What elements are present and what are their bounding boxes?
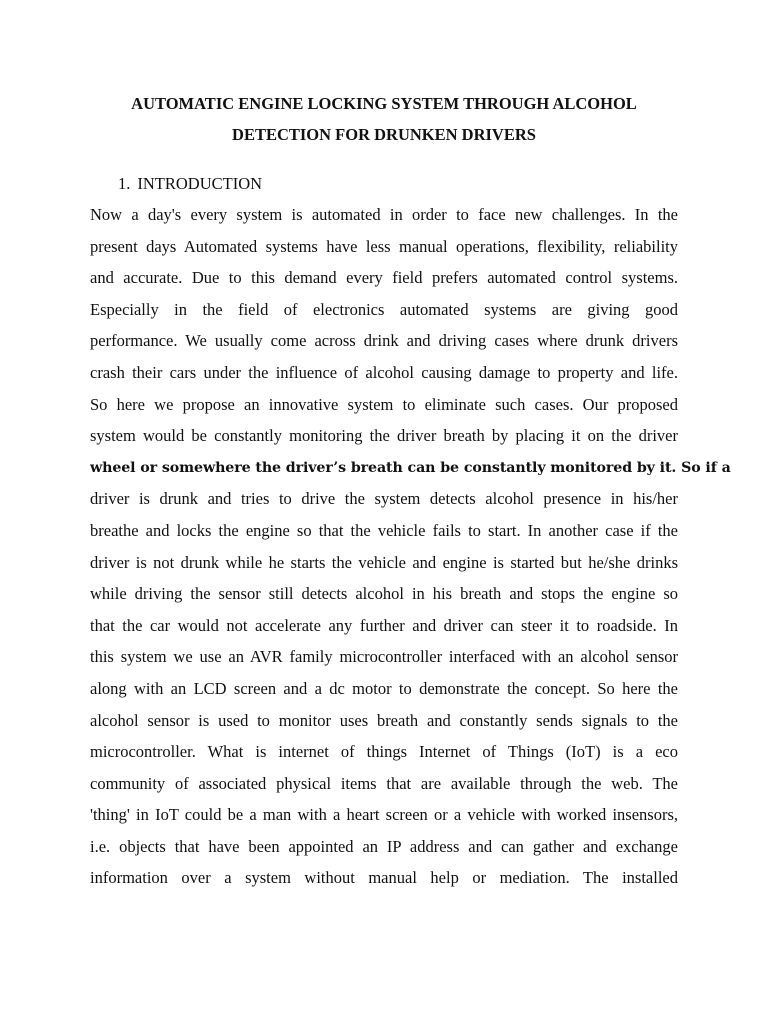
body-line: present days Automated systems have less manual operations, flexibility, reliability — [90, 236, 678, 256]
body-line: system would be constantly monitoring the driver breath by placing it on the driver — [90, 426, 678, 446]
body-line: alcohol sensor is used to monitor uses breath and constantly sends signals to the — [90, 710, 678, 730]
body-line: and accurate. Due to this demand every field prefers automated control systems. — [90, 268, 678, 288]
body-line: community of associated physical items that are available through the web. The — [90, 773, 678, 793]
body-line: crash their cars under the influence of alcohol causing damage to property and life. — [90, 362, 678, 382]
body-line: along with an LCD screen and a dc motor to demonstrate the concept. So here the — [90, 678, 678, 698]
body-line: Now a day's every system is automated in order to face new challenges. In the — [90, 205, 678, 224]
body-line: performance. We usually come across drink and driving cases where drunk drivers — [90, 331, 678, 351]
section-heading-text: INTRODUCTION — [137, 174, 263, 193]
body-line: information over a system without manual help or mediation. The installed — [90, 868, 678, 888]
body-line: breathe and locks the engine so that the vehicle fails to start. In another case if the — [90, 520, 678, 540]
body-line: this system we use an AVR family microcontroller interfaced with an alcohol sensor — [90, 647, 678, 667]
body-line: that the car would not accelerate any further and driver can steer it to roadside. In — [90, 615, 678, 635]
body-line: driver is drunk and tries to drive the system detects alcohol presence in his/her — [90, 489, 678, 509]
body-paragraph — [90, 204, 731, 899]
section-heading — [118, 174, 262, 194]
body-line: So here we propose an innovative system to eliminate such cases. Our proposed — [90, 394, 678, 414]
body-line: 'thing' in IoT could be a man with a heart screen or a vehicle with worked insensors, — [90, 805, 678, 825]
body-line-alt-font: wheel or somewhere the driver’s breath can be constantly monitored by it. So if a — [90, 459, 731, 476]
body-line: microcontroller. What is internet of things Internet of Things (IoT) is a eco — [90, 742, 678, 762]
document-title-line-2: DETECTION FOR DRUNKEN DRIVERS — [232, 125, 536, 144]
body-line: driver is not drunk while he starts the vehicle and engine is started but he/she drinks — [90, 552, 678, 572]
body-line: i.e. objects that have been appointed an IP address and can gather and exchange — [90, 836, 678, 856]
body-line: while driving the sensor still detects alcohol in his breath and stops the engine so — [90, 584, 678, 604]
document-title-line-1: AUTOMATIC ENGINE LOCKING SYSTEM THROUGH ALCOHOL — [131, 94, 637, 113]
section-number: 1. — [118, 174, 131, 193]
body-line: Especially in the field of electronics automated systems are giving good — [90, 299, 678, 319]
